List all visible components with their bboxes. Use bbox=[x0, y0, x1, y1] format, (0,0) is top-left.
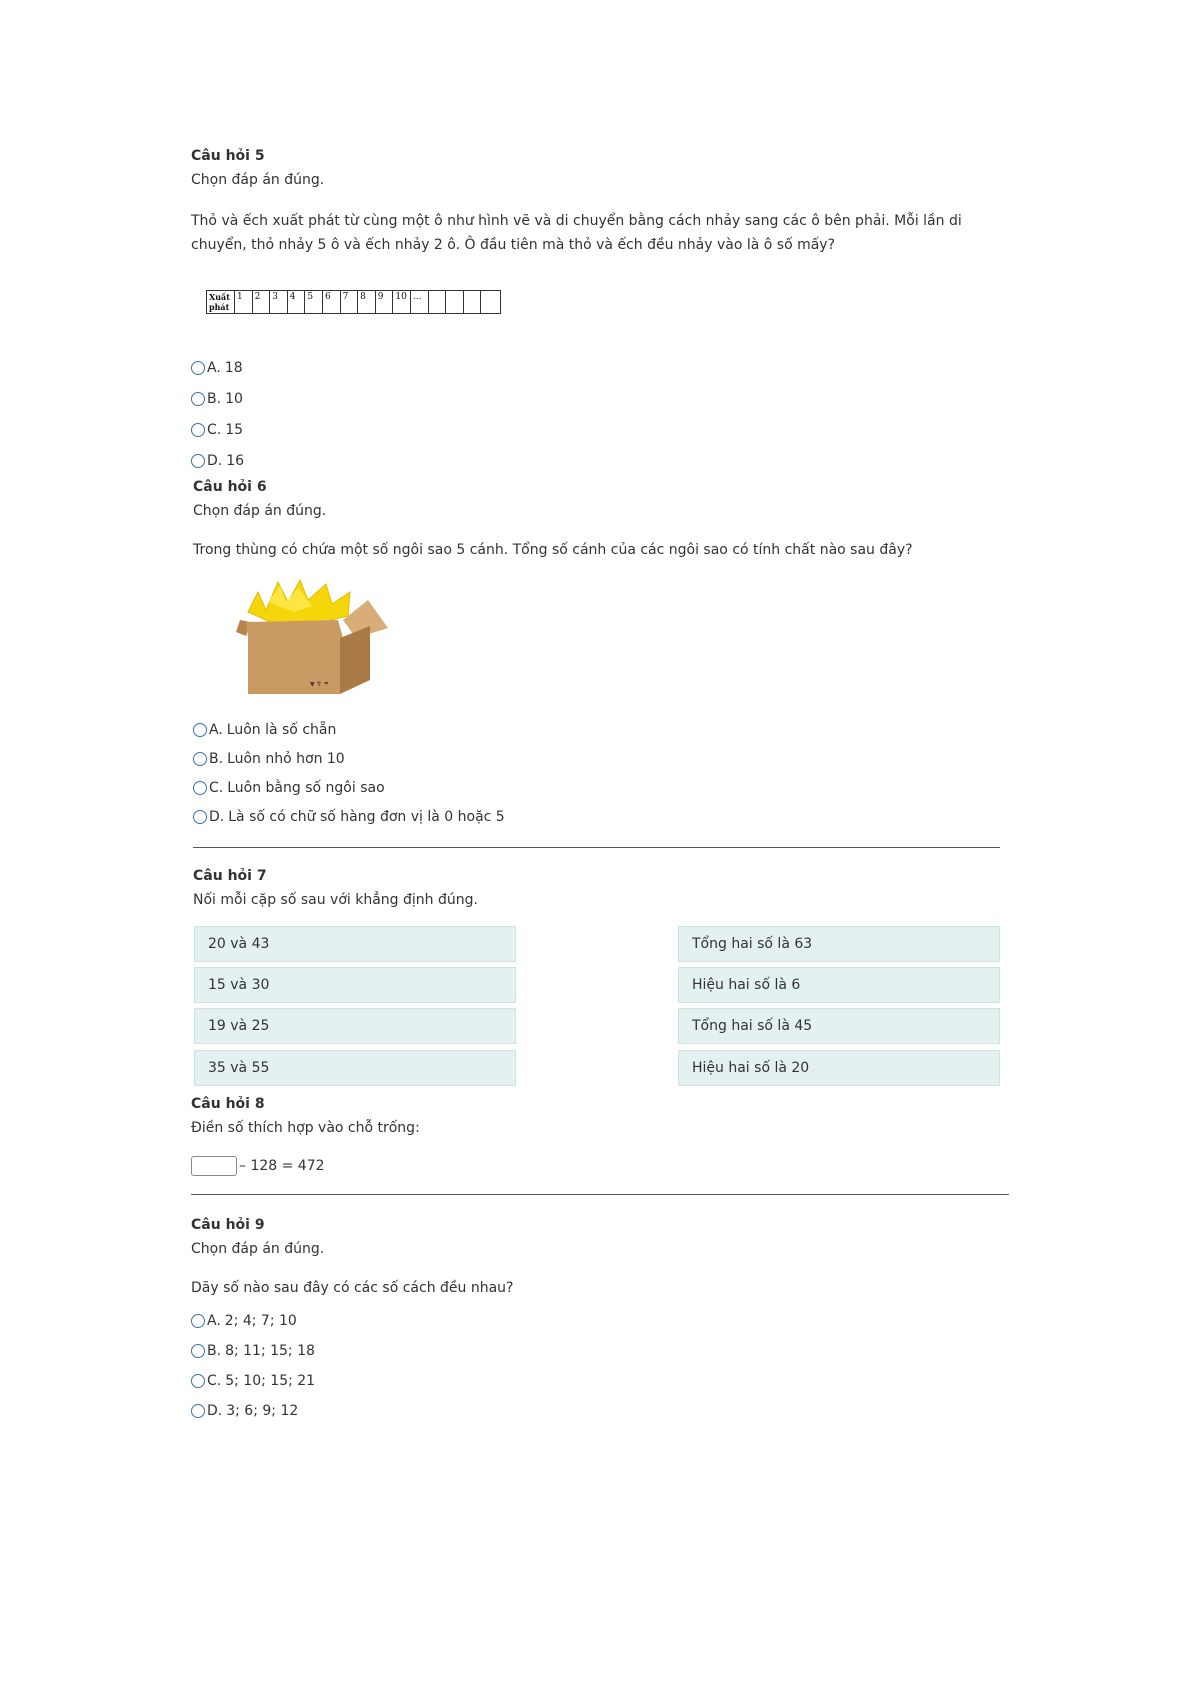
option-letter: D. bbox=[207, 1403, 223, 1419]
svg-text:▼ ⇈ ☂: ▼ ⇈ ☂ bbox=[310, 681, 329, 688]
grid-cell: 5 bbox=[305, 291, 323, 313]
option-value: Là số có chữ số hàng đơn vị là 0 hoặc 5 bbox=[228, 809, 505, 825]
radio-icon[interactable] bbox=[191, 1404, 205, 1418]
match-left-item[interactable]: 19 và 25 bbox=[194, 1008, 516, 1044]
grid-cell: 3 bbox=[270, 291, 288, 313]
star-box-illustration bbox=[228, 572, 393, 698]
radio-icon[interactable] bbox=[191, 454, 205, 468]
match-right-item[interactable]: Tổng hai số là 45 bbox=[678, 1008, 1000, 1044]
grid-cell: 2 bbox=[253, 291, 271, 313]
start-label-line2: phát bbox=[209, 302, 230, 312]
grid-cell: ... bbox=[411, 291, 429, 313]
grid-cell: 9 bbox=[376, 291, 394, 313]
question-9-title: Câu hỏi 9 bbox=[191, 1217, 265, 1233]
option-letter: C. bbox=[207, 1373, 222, 1389]
option-value: Luôn bằng số ngôi sao bbox=[227, 780, 385, 796]
option-value: 8; 11; 15; 18 bbox=[225, 1343, 315, 1359]
option-value: 18 bbox=[224, 360, 243, 376]
option-letter: B. bbox=[209, 751, 224, 767]
option-d[interactable] bbox=[191, 1401, 315, 1421]
match-right-item[interactable]: Hiệu hai số là 6 bbox=[678, 967, 1000, 1003]
option-letter: B. bbox=[207, 391, 222, 407]
option-letter: B. bbox=[207, 1343, 222, 1359]
question-5-title: Câu hỏi 5 bbox=[191, 148, 265, 164]
question-6-instruction: Chọn đáp án đúng. bbox=[193, 503, 327, 519]
option-b[interactable] bbox=[191, 1341, 315, 1361]
radio-icon[interactable] bbox=[191, 423, 205, 437]
question-9-options bbox=[191, 1311, 315, 1421]
option-a[interactable] bbox=[191, 1311, 315, 1331]
option-value: 3; 6; 9; 12 bbox=[226, 1403, 299, 1419]
grid-cell bbox=[481, 291, 499, 313]
question-8-title: Câu hỏi 8 bbox=[191, 1096, 265, 1112]
option-b[interactable] bbox=[193, 749, 505, 769]
radio-icon[interactable] bbox=[191, 392, 205, 406]
match-right-item[interactable]: Tổng hai số là 63 bbox=[678, 926, 1000, 962]
option-letter: C. bbox=[209, 780, 224, 796]
question-8-instruction: Điền số thích hợp vào chỗ trống: bbox=[191, 1120, 420, 1136]
jump-grid-strip bbox=[206, 290, 501, 314]
option-d[interactable] bbox=[191, 451, 244, 471]
option-c[interactable] bbox=[193, 778, 505, 798]
option-letter: A. bbox=[209, 722, 223, 738]
option-value: 2; 4; 7; 10 bbox=[224, 1313, 297, 1329]
grid-cell: 4 bbox=[288, 291, 306, 313]
grid-cell bbox=[429, 291, 447, 313]
option-letter: C. bbox=[207, 422, 222, 438]
divider bbox=[191, 1194, 1009, 1195]
question-5-instruction: Chọn đáp án đúng. bbox=[191, 172, 325, 188]
radio-icon[interactable] bbox=[191, 361, 205, 375]
radio-icon[interactable] bbox=[193, 752, 207, 766]
radio-icon[interactable] bbox=[191, 1374, 205, 1388]
grid-cell: 6 bbox=[323, 291, 341, 313]
divider bbox=[193, 847, 1000, 848]
option-c[interactable] bbox=[191, 420, 244, 440]
grid-cell bbox=[446, 291, 464, 313]
option-d[interactable] bbox=[193, 807, 505, 827]
option-a[interactable] bbox=[191, 358, 244, 378]
question-6-options bbox=[193, 720, 505, 827]
question-9-text: Dãy số nào sau đây có các số cách đều nhau? bbox=[191, 1280, 514, 1296]
question-7-title: Câu hỏi 7 bbox=[193, 868, 267, 884]
option-b[interactable] bbox=[191, 389, 244, 409]
answer-input[interactable] bbox=[191, 1156, 237, 1176]
question-9-instruction: Chọn đáp án đúng. bbox=[191, 1241, 325, 1257]
question-5-text-line2: chuyển, thỏ nhảy 5 ô và ếch nhảy 2 ô. Ô đầu tiên mà thỏ và ếch đều nhảy vào là ô số mấy? bbox=[191, 237, 836, 253]
radio-icon[interactable] bbox=[193, 810, 207, 824]
start-cell bbox=[207, 291, 235, 313]
match-right-item[interactable]: Hiệu hai số là 20 bbox=[678, 1050, 1000, 1086]
grid-cell: 1 bbox=[235, 291, 253, 313]
question-5-options bbox=[191, 358, 244, 471]
radio-icon[interactable] bbox=[191, 1344, 205, 1358]
question-6-title: Câu hỏi 6 bbox=[193, 479, 267, 495]
option-letter: D. bbox=[207, 453, 223, 469]
question-7-instruction: Nối mỗi cặp số sau với khẳng định đúng. bbox=[193, 892, 478, 908]
match-left-item[interactable]: 35 và 55 bbox=[194, 1050, 516, 1086]
match-left-item[interactable]: 20 và 43 bbox=[194, 926, 516, 962]
grid-cell: 7 bbox=[341, 291, 359, 313]
option-letter: A. bbox=[207, 360, 221, 376]
radio-icon[interactable] bbox=[193, 723, 207, 737]
equation-row bbox=[191, 1156, 325, 1176]
option-value: Luôn là số chẵn bbox=[226, 722, 337, 738]
option-value: 5; 10; 15; 21 bbox=[225, 1373, 316, 1389]
option-letter: A. bbox=[207, 1313, 221, 1329]
option-letter: D. bbox=[209, 809, 225, 825]
radio-icon[interactable] bbox=[191, 1314, 205, 1328]
question-6-text: Trong thùng có chứa một số ngôi sao 5 cánh. Tổng số cánh của các ngôi sao có tính chất nào sau đây? bbox=[193, 542, 913, 558]
option-value: 15 bbox=[225, 422, 244, 438]
grid-cell bbox=[464, 291, 482, 313]
start-label-line1: Xuất bbox=[209, 292, 230, 302]
option-value: 16 bbox=[226, 453, 245, 469]
option-value: Luôn nhỏ hơn 10 bbox=[227, 751, 345, 767]
match-left-item[interactable]: 15 và 30 bbox=[194, 967, 516, 1003]
option-c[interactable] bbox=[191, 1371, 315, 1391]
grid-cell: 10 bbox=[393, 291, 411, 313]
equation-text: – 128 = 472 bbox=[239, 1158, 325, 1174]
question-5-text-line1: Thỏ và ếch xuất phát từ cùng một ô như hình vẽ và di chuyển bằng cách nhảy sang các ô bên phải. Mỗi lần di bbox=[191, 213, 962, 229]
option-a[interactable] bbox=[193, 720, 505, 740]
grid-cell: 8 bbox=[358, 291, 376, 313]
option-value: 10 bbox=[225, 391, 243, 407]
radio-icon[interactable] bbox=[193, 781, 207, 795]
